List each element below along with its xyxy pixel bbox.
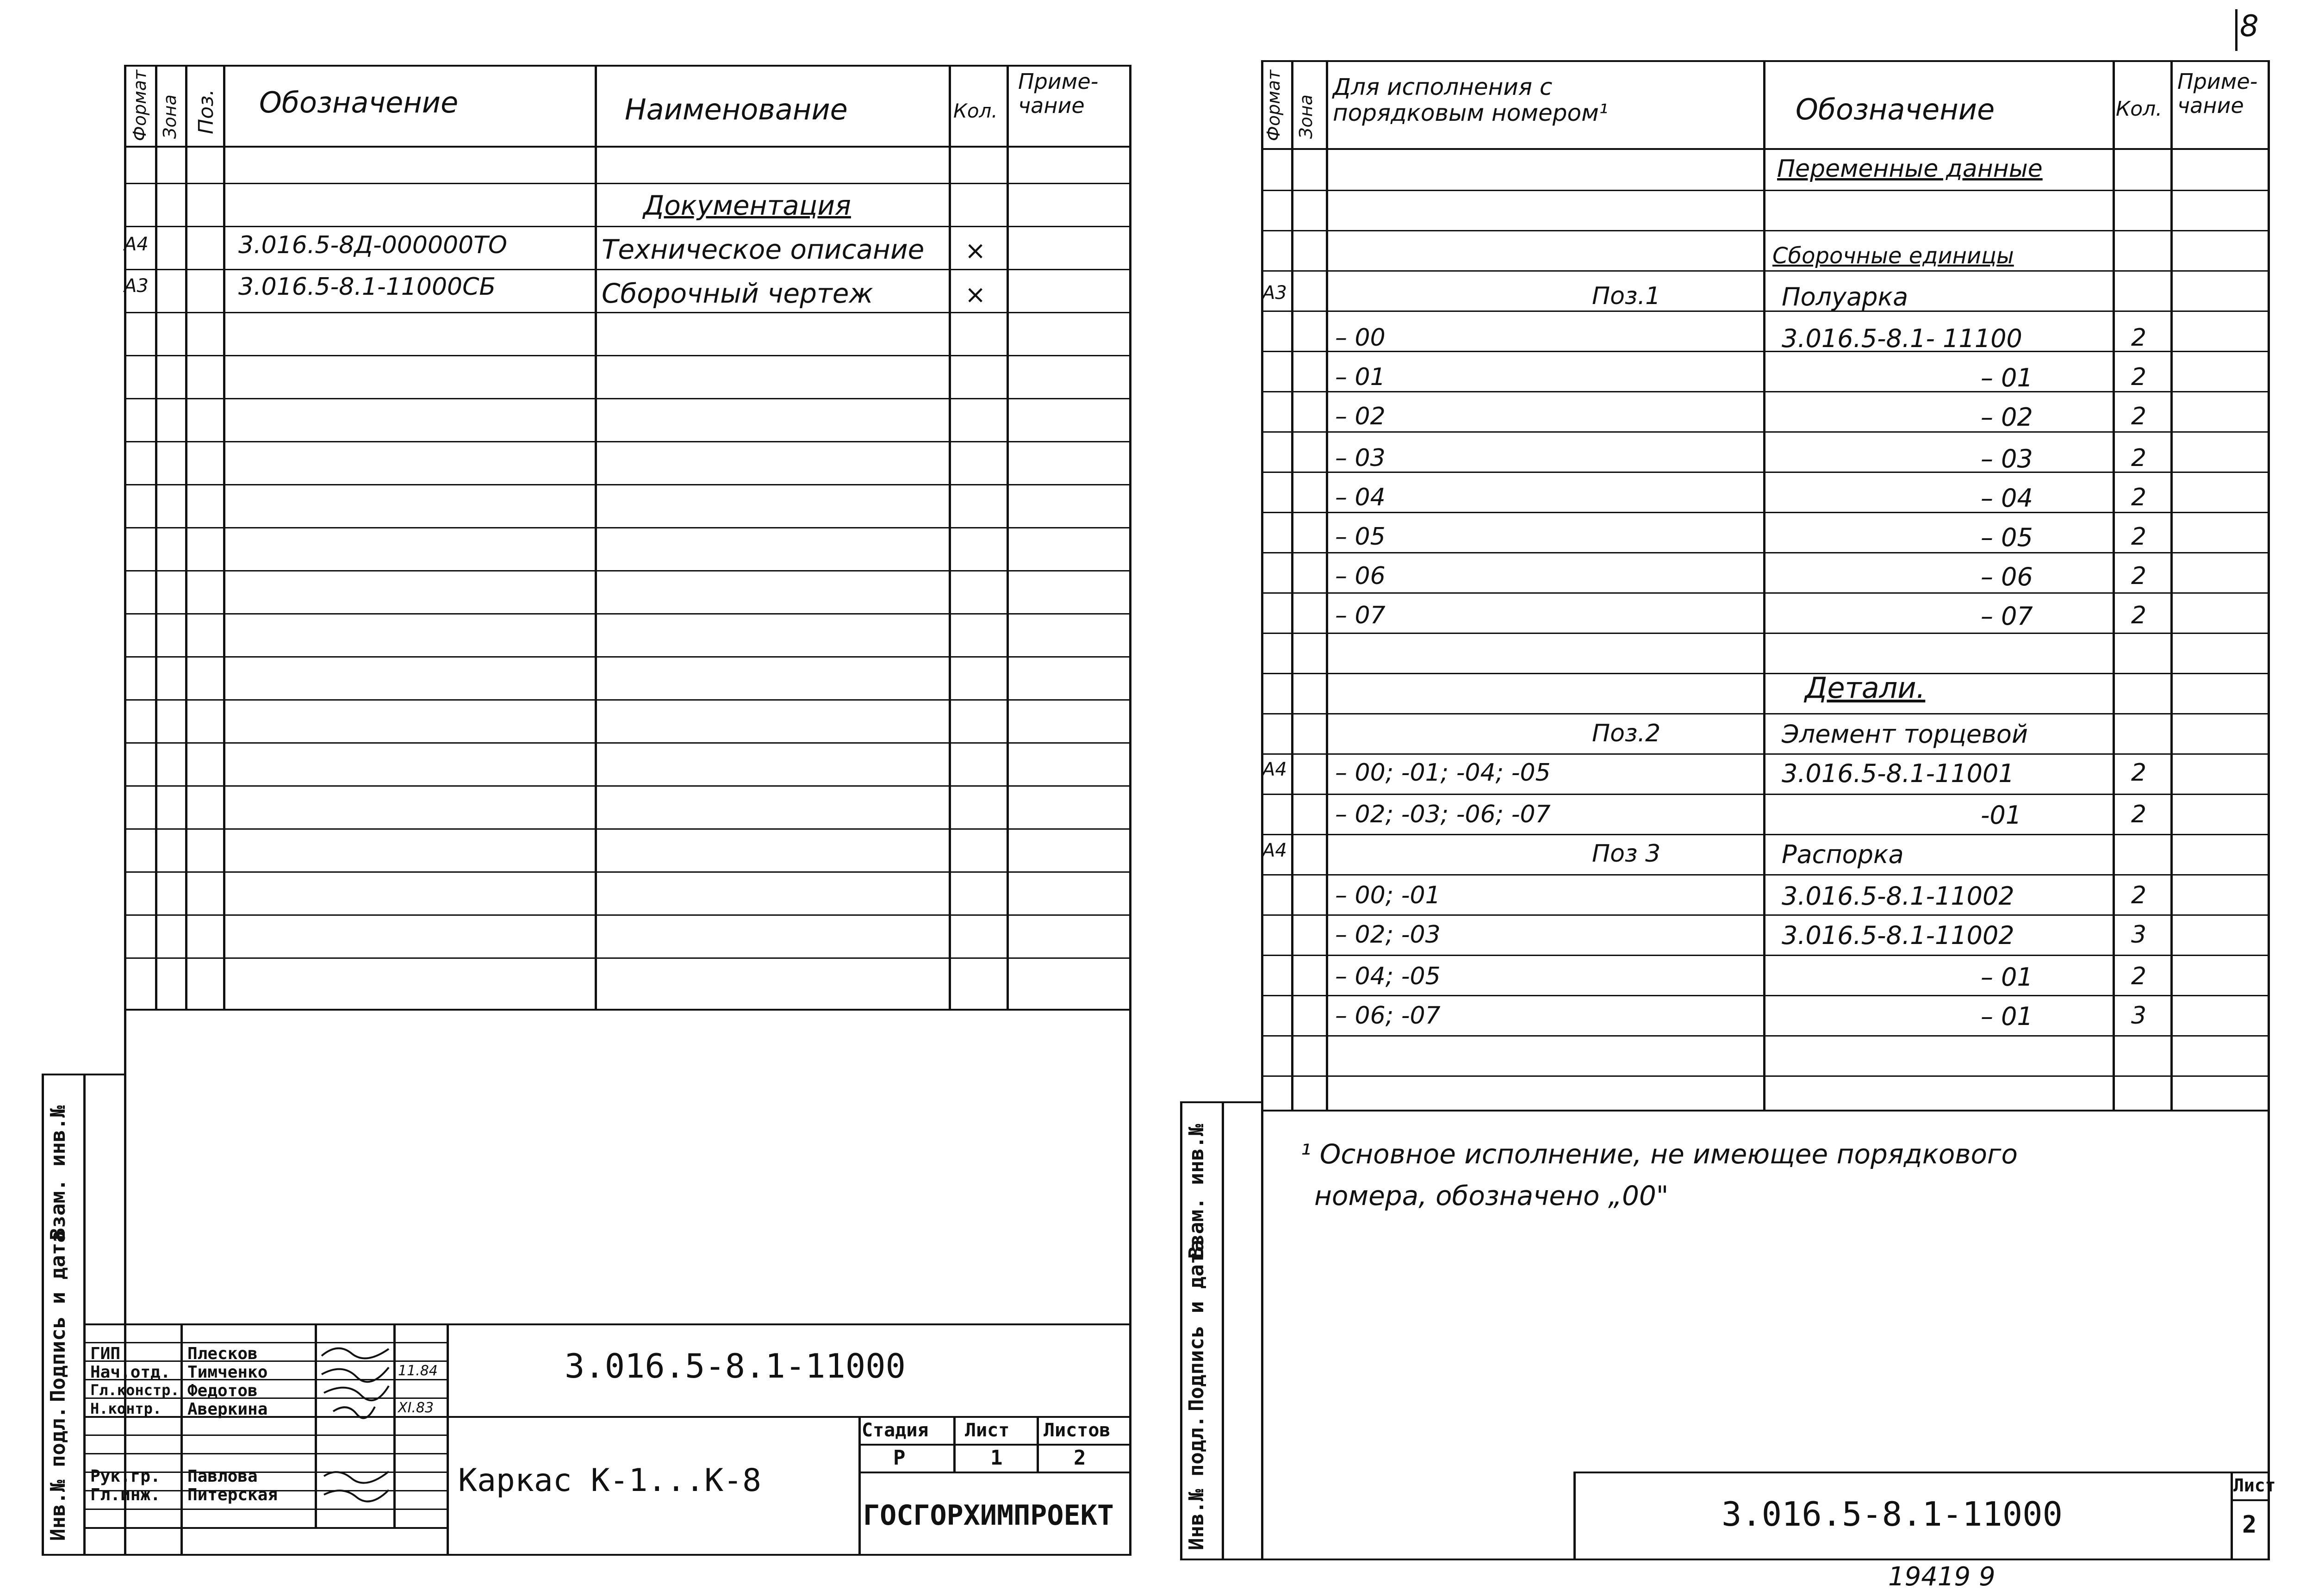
row-designation: – 01 bbox=[1981, 963, 2033, 992]
row-line bbox=[124, 355, 1131, 356]
row-qty: 2 bbox=[2131, 562, 2147, 590]
s2-side-stamp-replace: Взам. инв.№ bbox=[1185, 1124, 1208, 1259]
row-designation: Элемент торцевой bbox=[1782, 720, 2028, 749]
row-qty: 2 bbox=[2131, 963, 2147, 990]
name-pleskov: Плесков bbox=[187, 1344, 258, 1363]
row-line bbox=[124, 441, 1131, 442]
role-chief-engineer: Гл.инж. bbox=[90, 1485, 161, 1504]
row2-qty: × bbox=[965, 280, 986, 309]
row-line bbox=[1261, 874, 2270, 876]
row-variant: – 00 bbox=[1335, 324, 1386, 352]
header-pos: Поз. bbox=[194, 89, 218, 134]
s2-side-stamp-sign: Подпись и дата bbox=[1185, 1240, 1208, 1411]
header-note: Приме- чание bbox=[1018, 69, 1099, 118]
row-variant: – 02; -03 bbox=[1335, 921, 1441, 949]
side-stamp-replace: Взам. инв.№ bbox=[46, 1105, 70, 1240]
row2-format: А3 bbox=[124, 275, 149, 297]
row-qty: 2 bbox=[2131, 523, 2147, 551]
section-assemblies: Сборочные единицы bbox=[1772, 243, 2014, 269]
name-fedotov: Федотов bbox=[187, 1381, 258, 1400]
row-variant: – 02 bbox=[1335, 403, 1386, 430]
row-line bbox=[1261, 270, 2270, 272]
row-line bbox=[1261, 673, 2270, 674]
name-pavlova: Павлова bbox=[187, 1467, 258, 1486]
row-qty: 2 bbox=[2131, 403, 2147, 430]
row-line bbox=[83, 1453, 449, 1454]
row-line bbox=[124, 699, 1131, 701]
name-timchenko: Тимченко bbox=[187, 1363, 268, 1382]
role-group-lead: Рук.гр. bbox=[90, 1467, 161, 1486]
row-variant: – 06; -07 bbox=[1335, 1002, 1441, 1030]
row-variant: – 03 bbox=[1335, 444, 1386, 472]
row-designation: – 03 bbox=[1981, 444, 2033, 473]
row-line bbox=[83, 1509, 449, 1510]
row-designation: Распорка bbox=[1782, 840, 1904, 869]
doc-code: 3.016.5-8.1-11000 bbox=[565, 1347, 906, 1385]
s2-header-note: Приме- чание bbox=[2177, 69, 2258, 118]
header-zone: Зона bbox=[160, 94, 180, 139]
row-designation: – 01 bbox=[1981, 1002, 2033, 1031]
row-qty: 2 bbox=[2131, 363, 2147, 391]
row-variant: – 00; -01; -04; -05 bbox=[1335, 759, 1551, 787]
row-format: А3 bbox=[1262, 282, 1287, 304]
row1-format: А4 bbox=[124, 234, 149, 255]
row-line bbox=[1261, 592, 2270, 594]
row-qty: 2 bbox=[2131, 484, 2147, 511]
section-variable-data: Переменные данные bbox=[1777, 155, 2043, 183]
row2-name: Сборочный чертеж bbox=[602, 278, 873, 309]
footnote-line1: ¹ Основное исполнение, не имеющее порядкового bbox=[1300, 1138, 2018, 1170]
name-averkina: Аверкина bbox=[187, 1400, 268, 1419]
row-line bbox=[1261, 713, 2270, 714]
header-format: Формат bbox=[130, 69, 150, 141]
sheet-value: 1 bbox=[990, 1446, 1003, 1470]
role-norm-control: Н.контр. bbox=[90, 1400, 162, 1417]
row-line bbox=[1261, 955, 2270, 956]
stage-label: Стадия bbox=[862, 1420, 929, 1441]
row-variant: – 07 bbox=[1335, 602, 1386, 629]
signatures-image bbox=[319, 1337, 393, 1504]
row-line bbox=[1261, 995, 2270, 996]
row-designation: Полуарка bbox=[1782, 282, 1908, 311]
footnote-line2: номера, обозначено „00" bbox=[1314, 1180, 1669, 1211]
row2-designation: 3.016.5-8.1-11000СБ bbox=[238, 273, 496, 301]
side-stamp-inv: Инв.№ подл. bbox=[46, 1406, 70, 1541]
row-variant: – 04 bbox=[1335, 484, 1386, 511]
row-line bbox=[1261, 311, 2270, 312]
archive-number: 19419 9 bbox=[1888, 1562, 1995, 1592]
row-line bbox=[124, 656, 1131, 658]
role-gip: ГИП bbox=[90, 1344, 121, 1363]
page-number: 8 bbox=[2240, 9, 2259, 43]
row-line bbox=[1261, 794, 2270, 795]
s2-header-designation: Обозначение bbox=[1796, 93, 1995, 126]
s2-header-variant: Для исполнения с порядковым номером¹ bbox=[1333, 74, 1608, 126]
row1-qty: × bbox=[965, 236, 986, 265]
row-line bbox=[1261, 753, 2270, 755]
row-designation: 3.016.5-8.1-11002 bbox=[1782, 882, 2014, 911]
row-line bbox=[1261, 230, 2270, 231]
row-qty: 3 bbox=[2131, 921, 2147, 949]
row-qty: 2 bbox=[2131, 759, 2147, 787]
s2-header-format: Формат bbox=[1263, 69, 1284, 141]
row1-designation: 3.016.5-8Д-000000ТО bbox=[238, 231, 507, 259]
row-line bbox=[1261, 512, 2270, 513]
row-format: А4 bbox=[1262, 759, 1287, 780]
row-designation: – 04 bbox=[1981, 484, 2033, 513]
s2-side-stamp-inv: Инв.№ подл. bbox=[1185, 1415, 1208, 1550]
date-averkina: XI.83 bbox=[398, 1400, 434, 1416]
row-line bbox=[124, 742, 1131, 744]
row-line bbox=[124, 828, 1131, 830]
name-piterskaya: Питерская bbox=[187, 1485, 278, 1504]
row-variant: Поз.2 bbox=[1592, 720, 1661, 747]
s2-doc-code: 3.016.5-8.1-11000 bbox=[1722, 1495, 2063, 1534]
sheet-label: Лист bbox=[965, 1420, 1010, 1441]
organization: ГОСГОРХИМПРОЕКТ bbox=[863, 1499, 1114, 1532]
row-line bbox=[1261, 431, 2270, 433]
sheets-value: 2 bbox=[1074, 1446, 1086, 1470]
row-format: А4 bbox=[1262, 840, 1287, 861]
s2-sheet-value: 2 bbox=[2242, 1511, 2257, 1539]
row-line bbox=[83, 1342, 449, 1343]
row-line bbox=[124, 613, 1131, 615]
row-qty: 2 bbox=[2131, 801, 2147, 828]
row-line bbox=[124, 269, 1131, 270]
sheets-label: Листов bbox=[1044, 1420, 1111, 1441]
stage-value: Р bbox=[893, 1446, 906, 1470]
row-variant: – 04; -05 bbox=[1335, 963, 1441, 990]
row-line bbox=[1261, 834, 2270, 835]
section-parts: Детали. bbox=[1805, 671, 1926, 705]
row-qty: 2 bbox=[2131, 444, 2147, 472]
role-chief-designer: Гл.констр. bbox=[90, 1381, 180, 1399]
row-line bbox=[124, 871, 1131, 873]
row-line bbox=[1261, 351, 2270, 352]
row-variant: – 00; -01 bbox=[1335, 882, 1441, 909]
row-line bbox=[124, 914, 1131, 916]
row-line bbox=[1261, 914, 2270, 916]
row-line bbox=[124, 398, 1131, 399]
row-line bbox=[1261, 472, 2270, 473]
header-qty: Кол. bbox=[953, 99, 998, 122]
row-designation: – 06 bbox=[1981, 562, 2033, 591]
row-line bbox=[1261, 391, 2270, 392]
row-variant: – 06 bbox=[1335, 562, 1386, 590]
side-stamp-sign: Подпись и дата bbox=[46, 1230, 70, 1402]
row-qty: 3 bbox=[2131, 1002, 2147, 1030]
row-qty: 2 bbox=[2131, 602, 2147, 629]
row-line bbox=[1261, 1035, 2270, 1037]
section-documentation: Документация bbox=[643, 190, 851, 221]
row-line bbox=[124, 527, 1131, 528]
row-line bbox=[124, 785, 1131, 787]
row-line bbox=[124, 957, 1131, 959]
header-name: Наименование bbox=[625, 93, 848, 126]
row-variant: – 05 bbox=[1335, 523, 1386, 551]
row-line bbox=[124, 183, 1131, 184]
row-variant: Поз 3 bbox=[1592, 840, 1661, 868]
s2-header-zone: Зона bbox=[1296, 94, 1316, 139]
row-line bbox=[83, 1360, 449, 1362]
row-designation: – 07 bbox=[1981, 602, 2033, 631]
row-variant: Поз.1 bbox=[1592, 282, 1661, 310]
row-line bbox=[124, 312, 1131, 313]
doc-title: Каркас К-1...К-8 bbox=[458, 1462, 762, 1499]
row-variant: – 02; -03; -06; -07 bbox=[1335, 801, 1551, 828]
row1-name: Техническое описание bbox=[602, 234, 925, 265]
row-line bbox=[1261, 633, 2270, 634]
row-qty: 2 bbox=[2131, 324, 2147, 352]
date-timchenko: 11.84 bbox=[398, 1363, 438, 1379]
row-line bbox=[124, 570, 1131, 571]
row-designation: – 01 bbox=[1981, 363, 2033, 392]
row-qty: 2 bbox=[2131, 882, 2147, 909]
row-line bbox=[1261, 1075, 2270, 1077]
role-head: Нач.отд. bbox=[90, 1363, 171, 1382]
row-designation: – 05 bbox=[1981, 523, 2033, 552]
s2-sheet-label: Лист bbox=[2233, 1475, 2276, 1496]
row-designation: – 02 bbox=[1981, 403, 2033, 432]
row-line bbox=[124, 226, 1131, 227]
row-line bbox=[1261, 552, 2270, 553]
row-designation: 3.016.5-8.1-11001 bbox=[1782, 759, 2014, 788]
row-designation: 3.016.5-8.1- 11100 bbox=[1782, 324, 2022, 353]
row-line bbox=[83, 1435, 449, 1436]
row-variant: – 01 bbox=[1335, 363, 1386, 391]
row-line bbox=[124, 484, 1131, 485]
row-designation: -01 bbox=[1981, 801, 2022, 830]
row-line bbox=[1261, 190, 2270, 191]
header-designation: Обозначение bbox=[259, 86, 459, 119]
row-designation: 3.016.5-8.1-11002 bbox=[1782, 921, 2014, 950]
s2-header-qty: Кол. bbox=[2116, 97, 2163, 121]
